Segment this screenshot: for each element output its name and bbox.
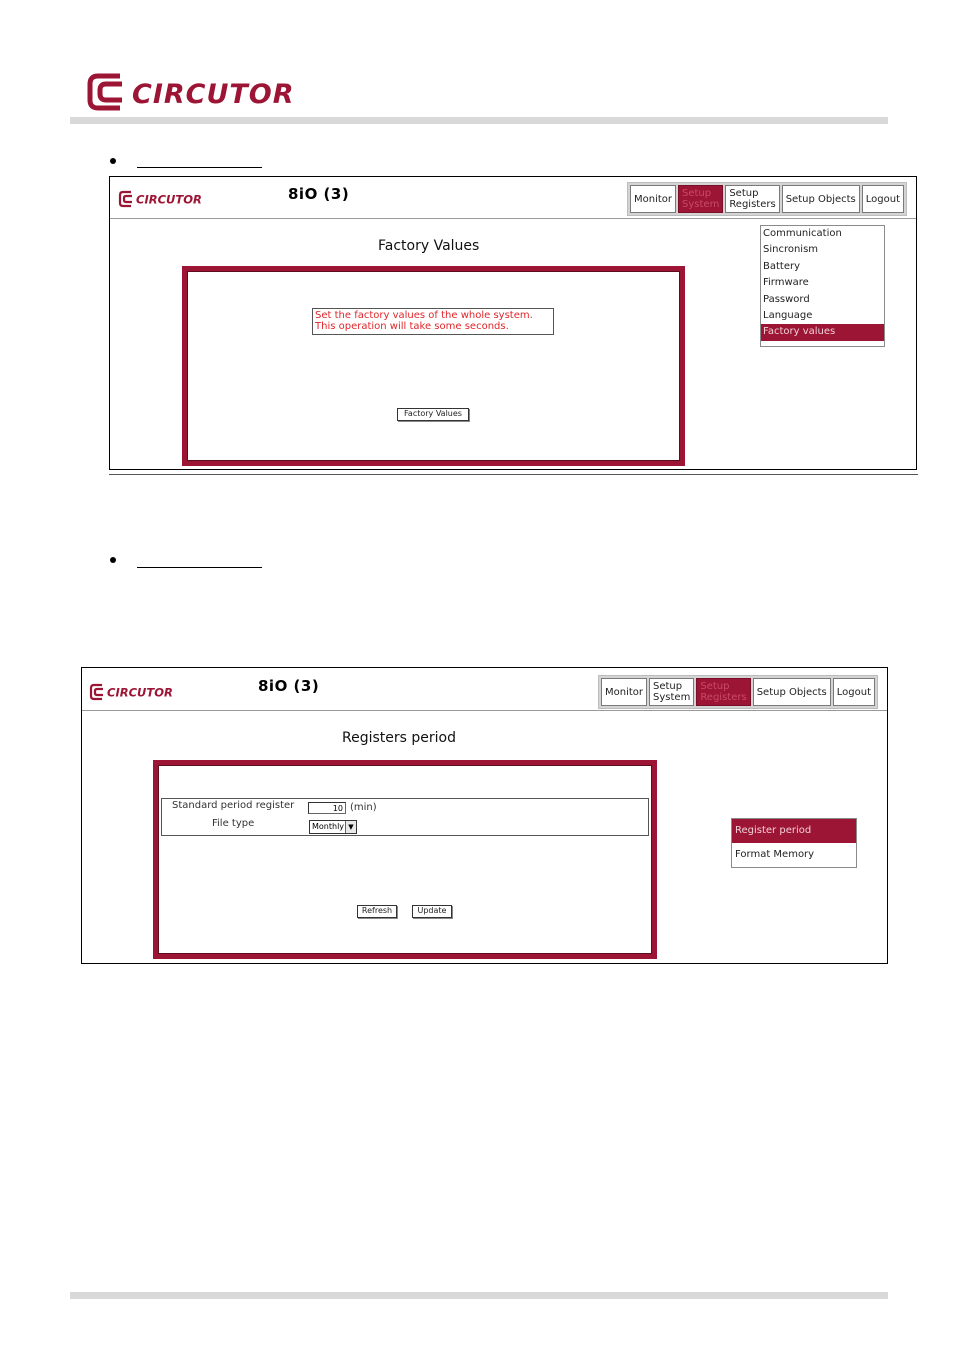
app-logo-text: CIRCUTOR <box>136 192 202 207</box>
nav-logout-label: Logout <box>836 686 872 698</box>
page-title: Factory Values <box>378 238 480 254</box>
side-item-register-period[interactable]: Register period <box>732 819 856 843</box>
side-item-language[interactable]: Language <box>763 310 813 322</box>
factory-values-panel <box>182 266 685 466</box>
chevron-down-icon[interactable]: ▼ <box>345 821 356 833</box>
device-title: 8iO (3) <box>288 185 350 203</box>
nav-setup-registers-line1: Setup <box>729 188 759 199</box>
bullet-1 <box>110 158 116 164</box>
side-item-format-memory[interactable]: Format Memory <box>735 849 815 860</box>
nav-setup-objects[interactable] <box>782 185 860 213</box>
circutor-logo-text: CIRCUTOR <box>132 79 295 110</box>
nav-monitor-label: Monitor <box>605 686 644 698</box>
side-menu <box>760 225 885 347</box>
update-button[interactable]: Update <box>412 905 452 918</box>
nav-setup-objects[interactable] <box>753 678 831 706</box>
header-divider <box>110 218 916 219</box>
circutor-logo-mark <box>84 70 314 114</box>
app-logo-text: CIRCUTOR <box>107 685 173 700</box>
nav-setup-system-line2: System <box>653 692 691 703</box>
factory-message <box>312 308 554 335</box>
header-rule <box>70 117 888 124</box>
factory-message-line1: Set the factory values of the whole system. <box>315 310 533 321</box>
nav-logout[interactable] <box>862 185 904 213</box>
nav-setup-system-line2: System <box>682 199 720 210</box>
nav-setup-registers-line2: Registers <box>700 692 747 703</box>
file-type-select[interactable] <box>309 820 357 834</box>
file-type-label: File type <box>212 818 255 829</box>
nav-monitor[interactable] <box>601 678 647 706</box>
nav-setup-registers-line2: Registers <box>729 199 776 210</box>
nav-setup-objects-label: Setup Objects <box>785 193 856 205</box>
top-nav <box>598 675 878 709</box>
side-menu <box>731 818 857 868</box>
nav-setup-system-line1: Setup <box>653 681 683 692</box>
side-item-factory-values[interactable]: Factory values <box>761 324 884 340</box>
nav-monitor-label: Monitor <box>634 193 673 205</box>
device-title: 8iO (3) <box>258 677 320 695</box>
footer-rule <box>70 1292 888 1299</box>
registers-fieldset <box>161 798 649 836</box>
nav-setup-registers-line1: Setup <box>700 681 730 692</box>
side-item-battery[interactable]: Battery <box>763 260 801 272</box>
registers-period-panel <box>153 760 657 959</box>
nav-setup-registers[interactable] <box>725 185 779 213</box>
nav-setup-system[interactable] <box>678 185 723 213</box>
nav-setup-system[interactable] <box>649 678 694 706</box>
screen1-underline <box>109 474 918 475</box>
factory-message-line2: This operation will take some seconds. <box>315 321 509 332</box>
file-type-value: Monthly <box>312 822 345 831</box>
app-logo <box>89 682 189 702</box>
screen-registers-period <box>81 667 888 964</box>
nav-setup-registers[interactable] <box>696 678 750 706</box>
standard-period-unit: (min) <box>350 802 377 813</box>
nav-setup-objects-label: Setup Objects <box>756 686 827 698</box>
circutor-logo <box>84 70 314 114</box>
app-logo <box>118 189 218 209</box>
nav-logout-label: Logout <box>865 193 901 205</box>
nav-logout[interactable] <box>833 678 875 706</box>
standard-period-input[interactable]: 10 <box>308 802 346 814</box>
screen-factory-values <box>109 176 917 470</box>
nav-monitor[interactable] <box>630 185 676 213</box>
top-nav <box>627 182 907 216</box>
factory-values-button[interactable]: Factory Values <box>397 408 469 421</box>
bullet-2 <box>110 557 116 563</box>
page-title: Registers period <box>342 730 456 746</box>
refresh-button[interactable]: Refresh <box>357 905 397 918</box>
standard-period-label: Standard period register <box>172 800 295 811</box>
bullet-2-underline <box>137 567 262 568</box>
bullet-1-underline <box>137 167 262 168</box>
side-item-communication[interactable]: Communication <box>763 228 842 239</box>
side-item-sincronism[interactable]: Sincronism <box>763 244 819 256</box>
nav-setup-system-line1: Setup <box>682 188 712 199</box>
header-divider <box>82 710 887 711</box>
side-item-password[interactable]: Password <box>763 293 810 305</box>
side-item-firmware[interactable]: Firmware <box>763 277 809 289</box>
